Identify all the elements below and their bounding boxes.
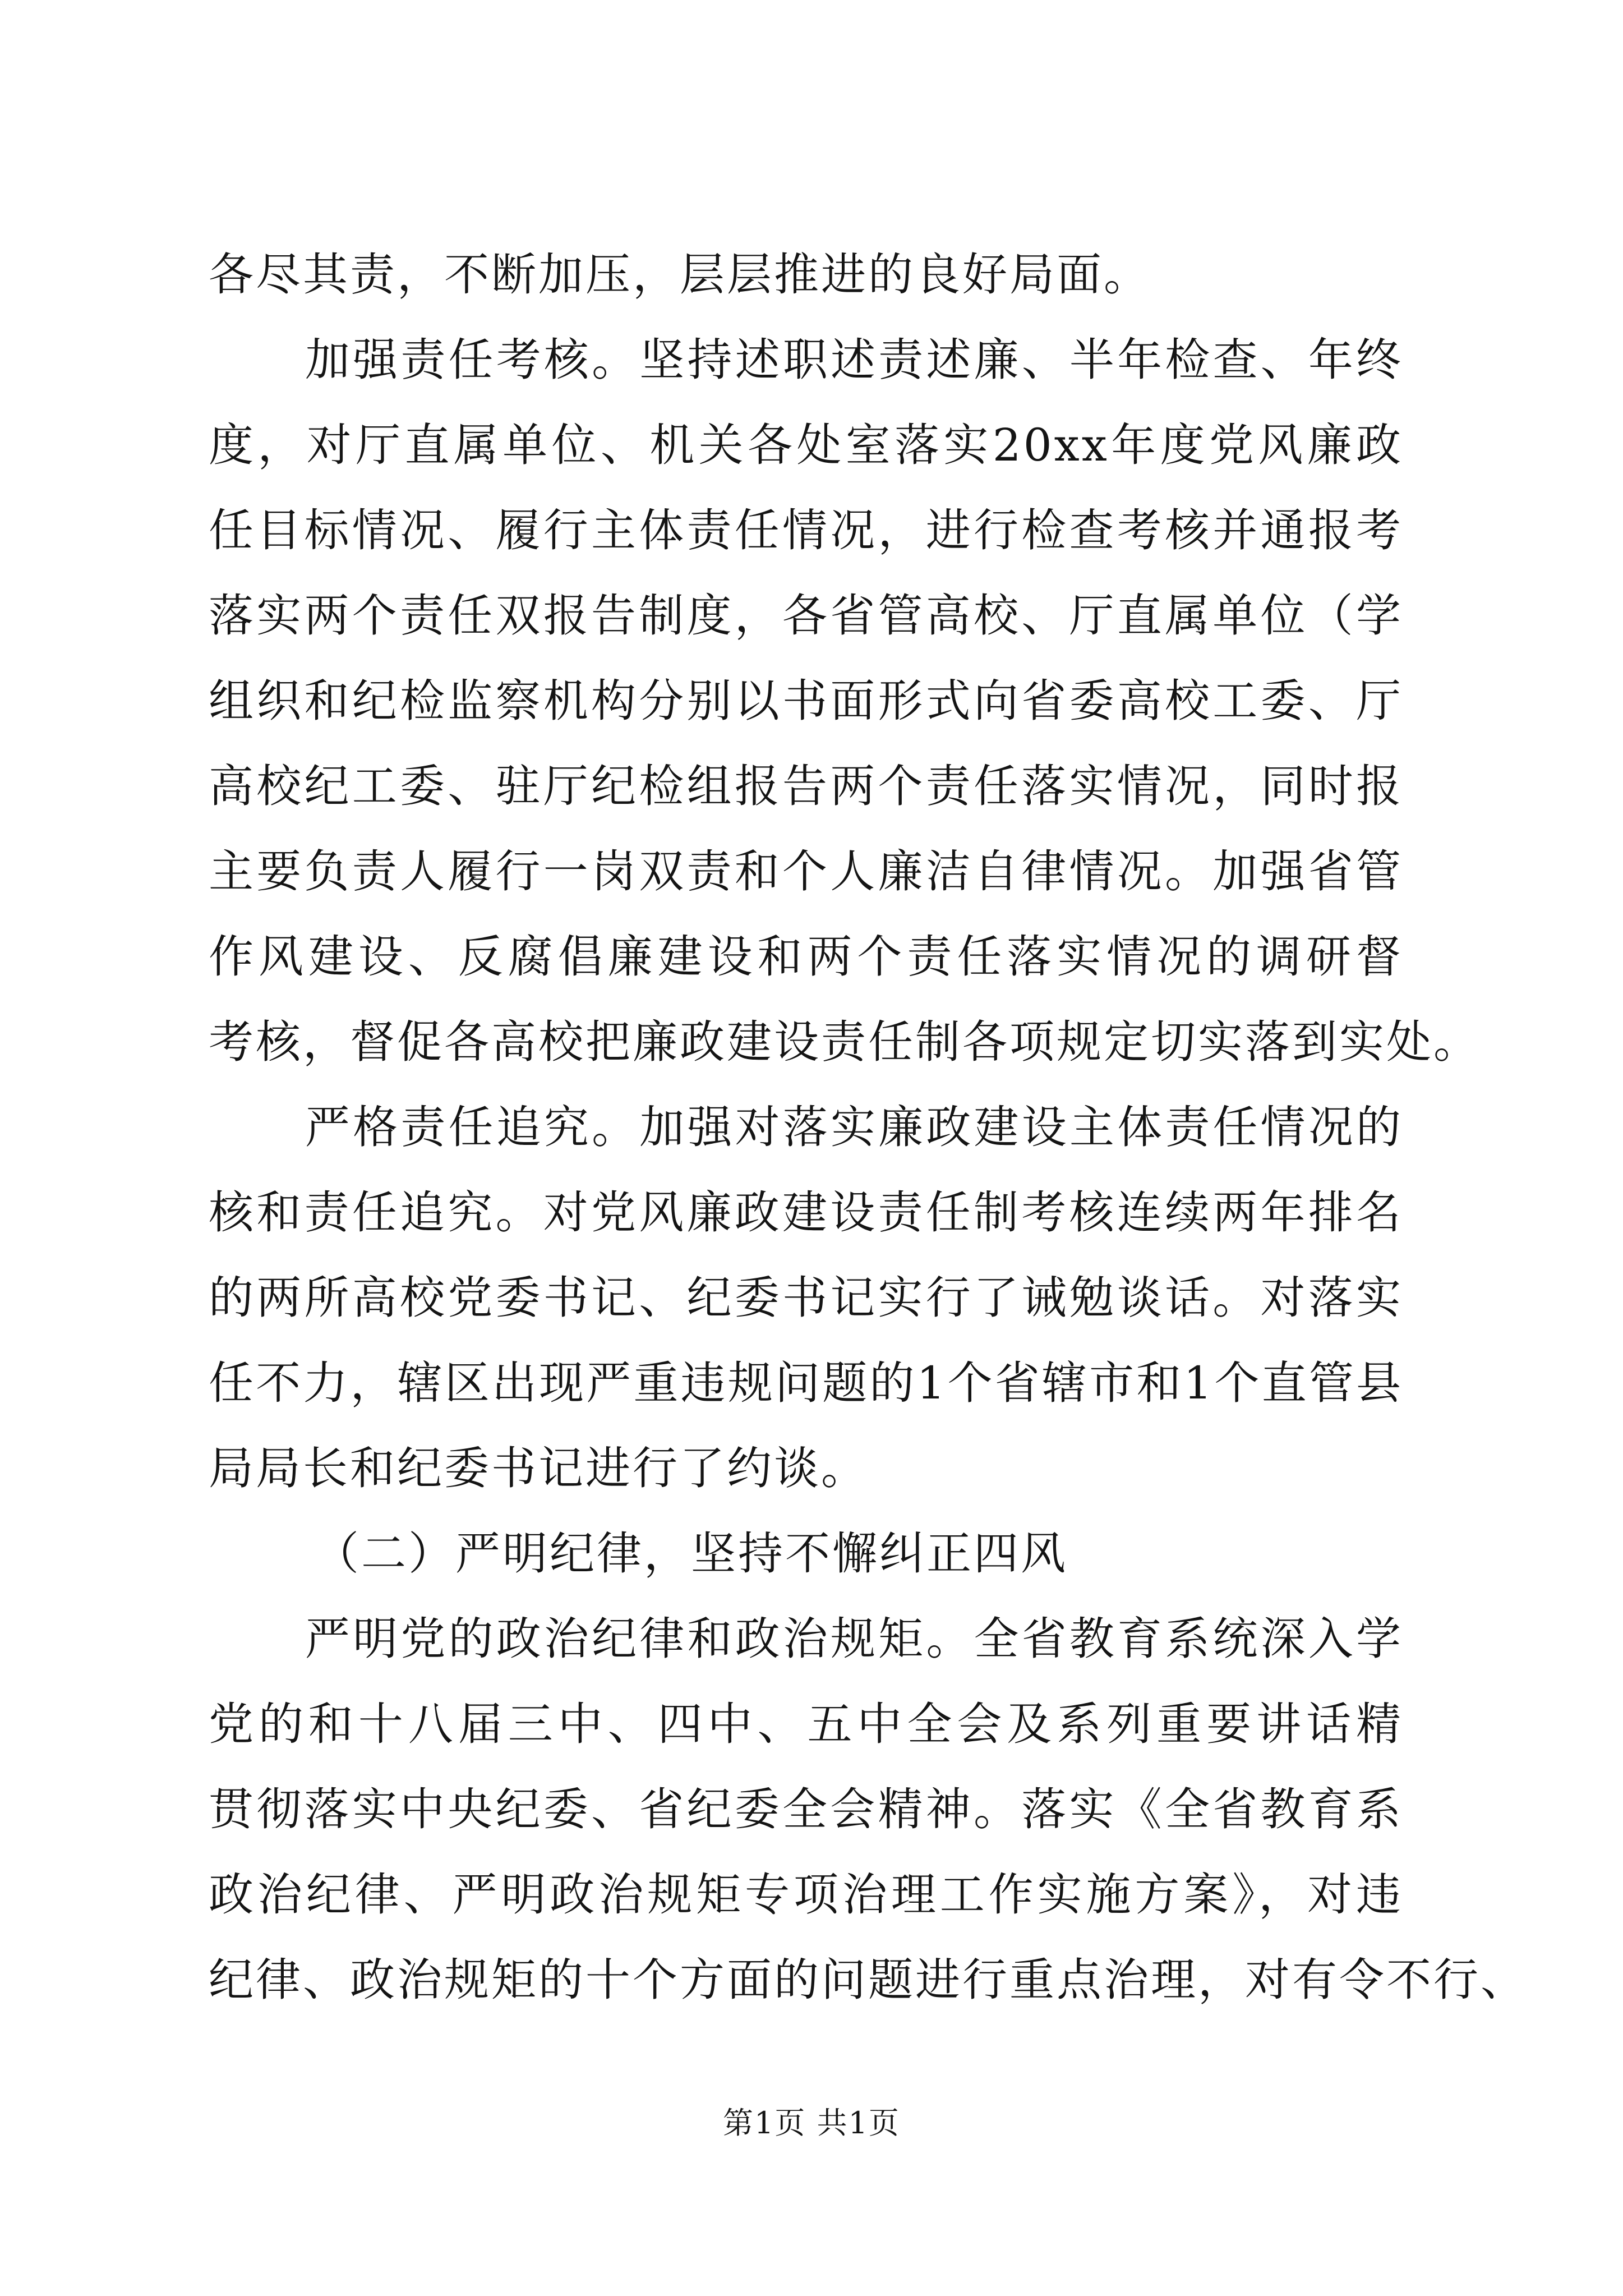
text-line: 贯彻落实中央纪委、省纪委全会精神。落实《全省教育系 — [209, 1783, 1403, 1835]
text-line: 的两所高校党委书记、纪委书记实行了诫勉谈话。对落实 — [209, 1272, 1403, 1324]
page-footer: 第1页 共1页 — [723, 2105, 900, 2141]
text-line: 各尽其责，不断加压，层层推进的良好局面。 — [209, 249, 1151, 301]
text-line: 纪律、政治规矩的十个方面的问题进行重点治理，对有令不行、 — [209, 1954, 1528, 2006]
text-line: 任目标情况、履行主体责任情况，进行检查考核并通报考 — [209, 504, 1403, 556]
text-line: 政治纪律、严明政治规矩专项治理工作实施方案》，对违 — [209, 1869, 1403, 1921]
text-line: 作风建设、反腐倡廉建设和两个责任落实情况的调研督 — [209, 931, 1403, 983]
section-heading: （二）严明纪律，坚持不懈纠正四风 — [314, 1527, 1068, 1580]
paragraph-first-line: 严明党的政治纪律和政治规矩。全省教育系统深入学 — [305, 1613, 1403, 1665]
text-line: 高校纪工委、驻厅纪检组报告两个责任落实情况，同时报 — [209, 760, 1403, 812]
text-line: 主要负责人履行一岗双责和个人廉洁自律情况。加强省管 — [209, 845, 1403, 898]
text-line: 核和责任追究。对党风廉政建设责任制考核连续两年排名 — [209, 1186, 1403, 1239]
text-line: 任不力，辖区出现严重违规问题的1个省辖市和1个直管县 — [209, 1357, 1403, 1409]
text-line: 考核，督促各高校把廉政建设责任制各项规定切实落到实处。 — [209, 1016, 1481, 1068]
text-line: 落实两个责任双报告制度，各省管高校、厅直属单位（学 — [209, 590, 1403, 642]
paragraph-first-line: 严格责任追究。加强对落实廉政建设主体责任情况的 — [305, 1101, 1403, 1153]
text-line: 组织和纪检监察机构分别以书面形式向省委高校工委、厅 — [209, 675, 1403, 727]
text-line: 党的和十八届三中、四中、五中全会及系列重要讲话精 — [209, 1698, 1403, 1750]
text-line: 局局长和纪委书记进行了约谈。 — [209, 1442, 868, 1494]
text-line: 度，对厅直属单位、机关各处室落实20xx年度党风廉政 — [209, 419, 1403, 471]
paragraph-first-line: 加强责任考核。坚持述职述责述廉、半年检查、年终 — [305, 334, 1403, 386]
